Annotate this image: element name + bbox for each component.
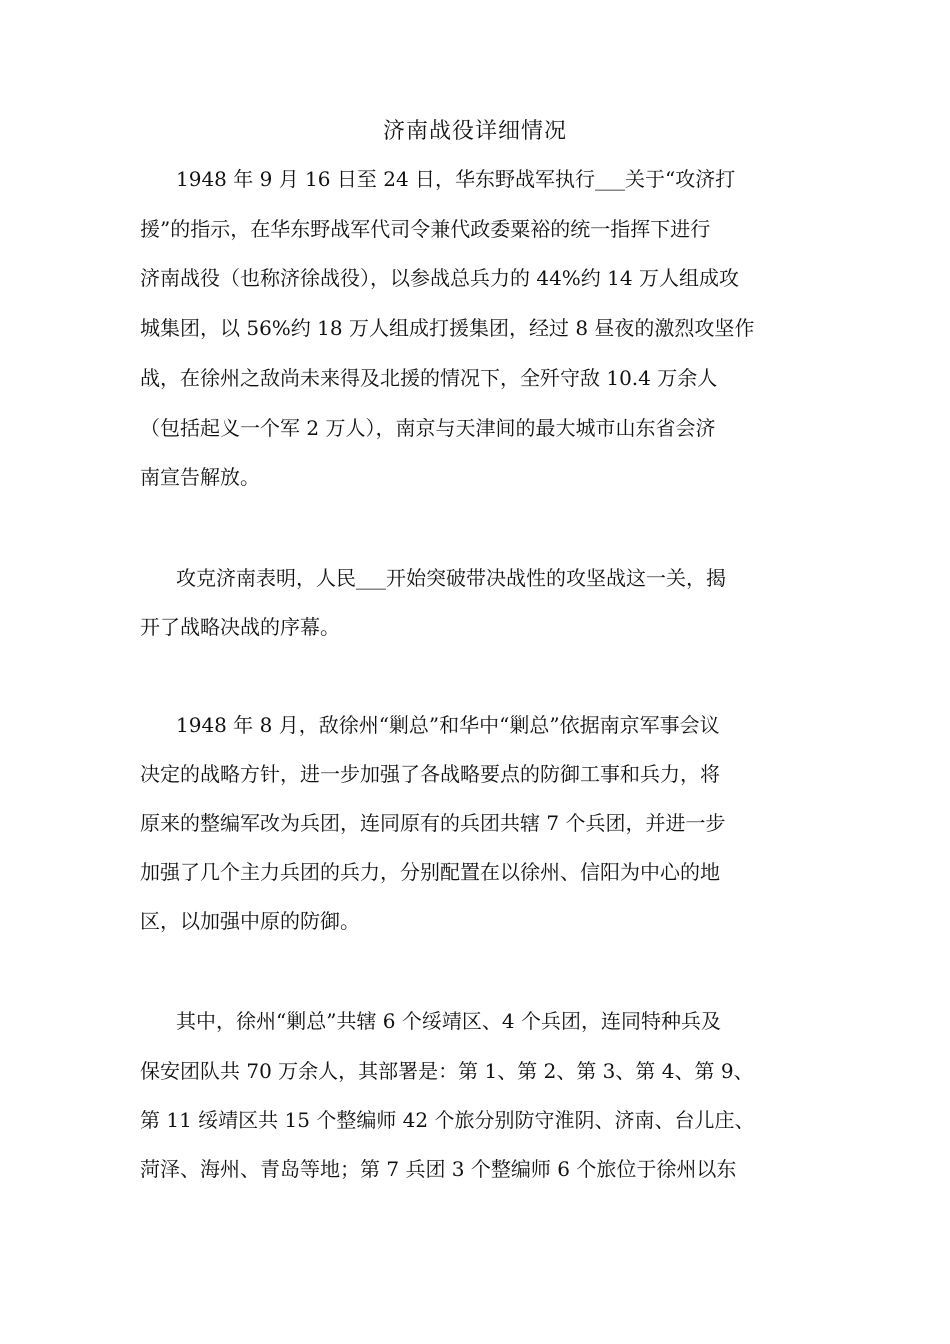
paragraph-1-line-7: 南宣告解放。 bbox=[140, 465, 260, 489]
paragraph-1-line-5: 战，在徐州之敌尚未来得及北援的情况下，全歼守敌 10.4 万余人 bbox=[140, 366, 718, 390]
paragraph-4-line-1: 其中，徐州“剿总”共辖 6 个绥靖区、4 个兵团，连同特种兵及 bbox=[176, 1009, 721, 1033]
paragraph-4-line-2: 保安团队共 70 万余人，其部署是：第 1、第 2、第 3、第 4、第 9、 bbox=[140, 1059, 754, 1083]
paragraph-2-line-2: 开了战略决战的序幕。 bbox=[140, 615, 340, 639]
paragraph-3-line-3: 原来的整编军改为兵团，连同原有的兵团共辖 7 个兵团，并进一步 bbox=[140, 811, 726, 835]
paragraph-1-line-6: （包括起义一个军 2 万人），南京与天津间的最大城市山东省会济 bbox=[140, 416, 716, 440]
paragraph-3-line-1: 1948 年 8 月，敌徐州“剿总”和华中“剿总”依据南京军事会议 bbox=[176, 713, 720, 737]
paragraph-1-line-1: 1948 年 9 月 16 日至 24 日，华东野战军执行___关于“攻济打 bbox=[176, 167, 736, 191]
paragraph-3-line-4: 加强了几个主力兵团的兵力，分别配置在以徐州、信阳为中心的地 bbox=[140, 860, 720, 884]
paragraph-1-line-3: 济南战役（也称济徐战役），以参战总兵力的 44%约 14 万人组成攻 bbox=[140, 266, 739, 290]
paragraph-2-line-1: 攻克济南表明，人民___开始突破带决战性的攻坚战这一关，揭 bbox=[176, 566, 726, 590]
paragraph-4-line-3: 第 11 绥靖区共 15 个整编师 42 个旅分别防守淮阴、济南、台儿庄、 bbox=[140, 1108, 755, 1132]
paragraph-4-line-4: 菏泽、海州、青岛等地；第 7 兵团 3 个整编师 6 个旅位于徐州以东 bbox=[140, 1157, 737, 1181]
paragraph-3-line-5: 区，以加强中原的防御。 bbox=[140, 909, 360, 933]
paragraph-1-line-2: 援”的指示，在华东野战军代司令兼代政委粟裕的统一指挥下进行 bbox=[140, 217, 711, 241]
document-title: 济南战役详细情况 bbox=[382, 119, 567, 144]
paragraph-1-line-4: 城集团，以 56%约 18 万人组成打援集团，经过 8 昼夜的激烈攻坚作 bbox=[140, 316, 755, 340]
paragraph-3-line-2: 决定的战略方针，进一步加强了各战略要点的防御工事和兵力，将 bbox=[140, 762, 720, 786]
